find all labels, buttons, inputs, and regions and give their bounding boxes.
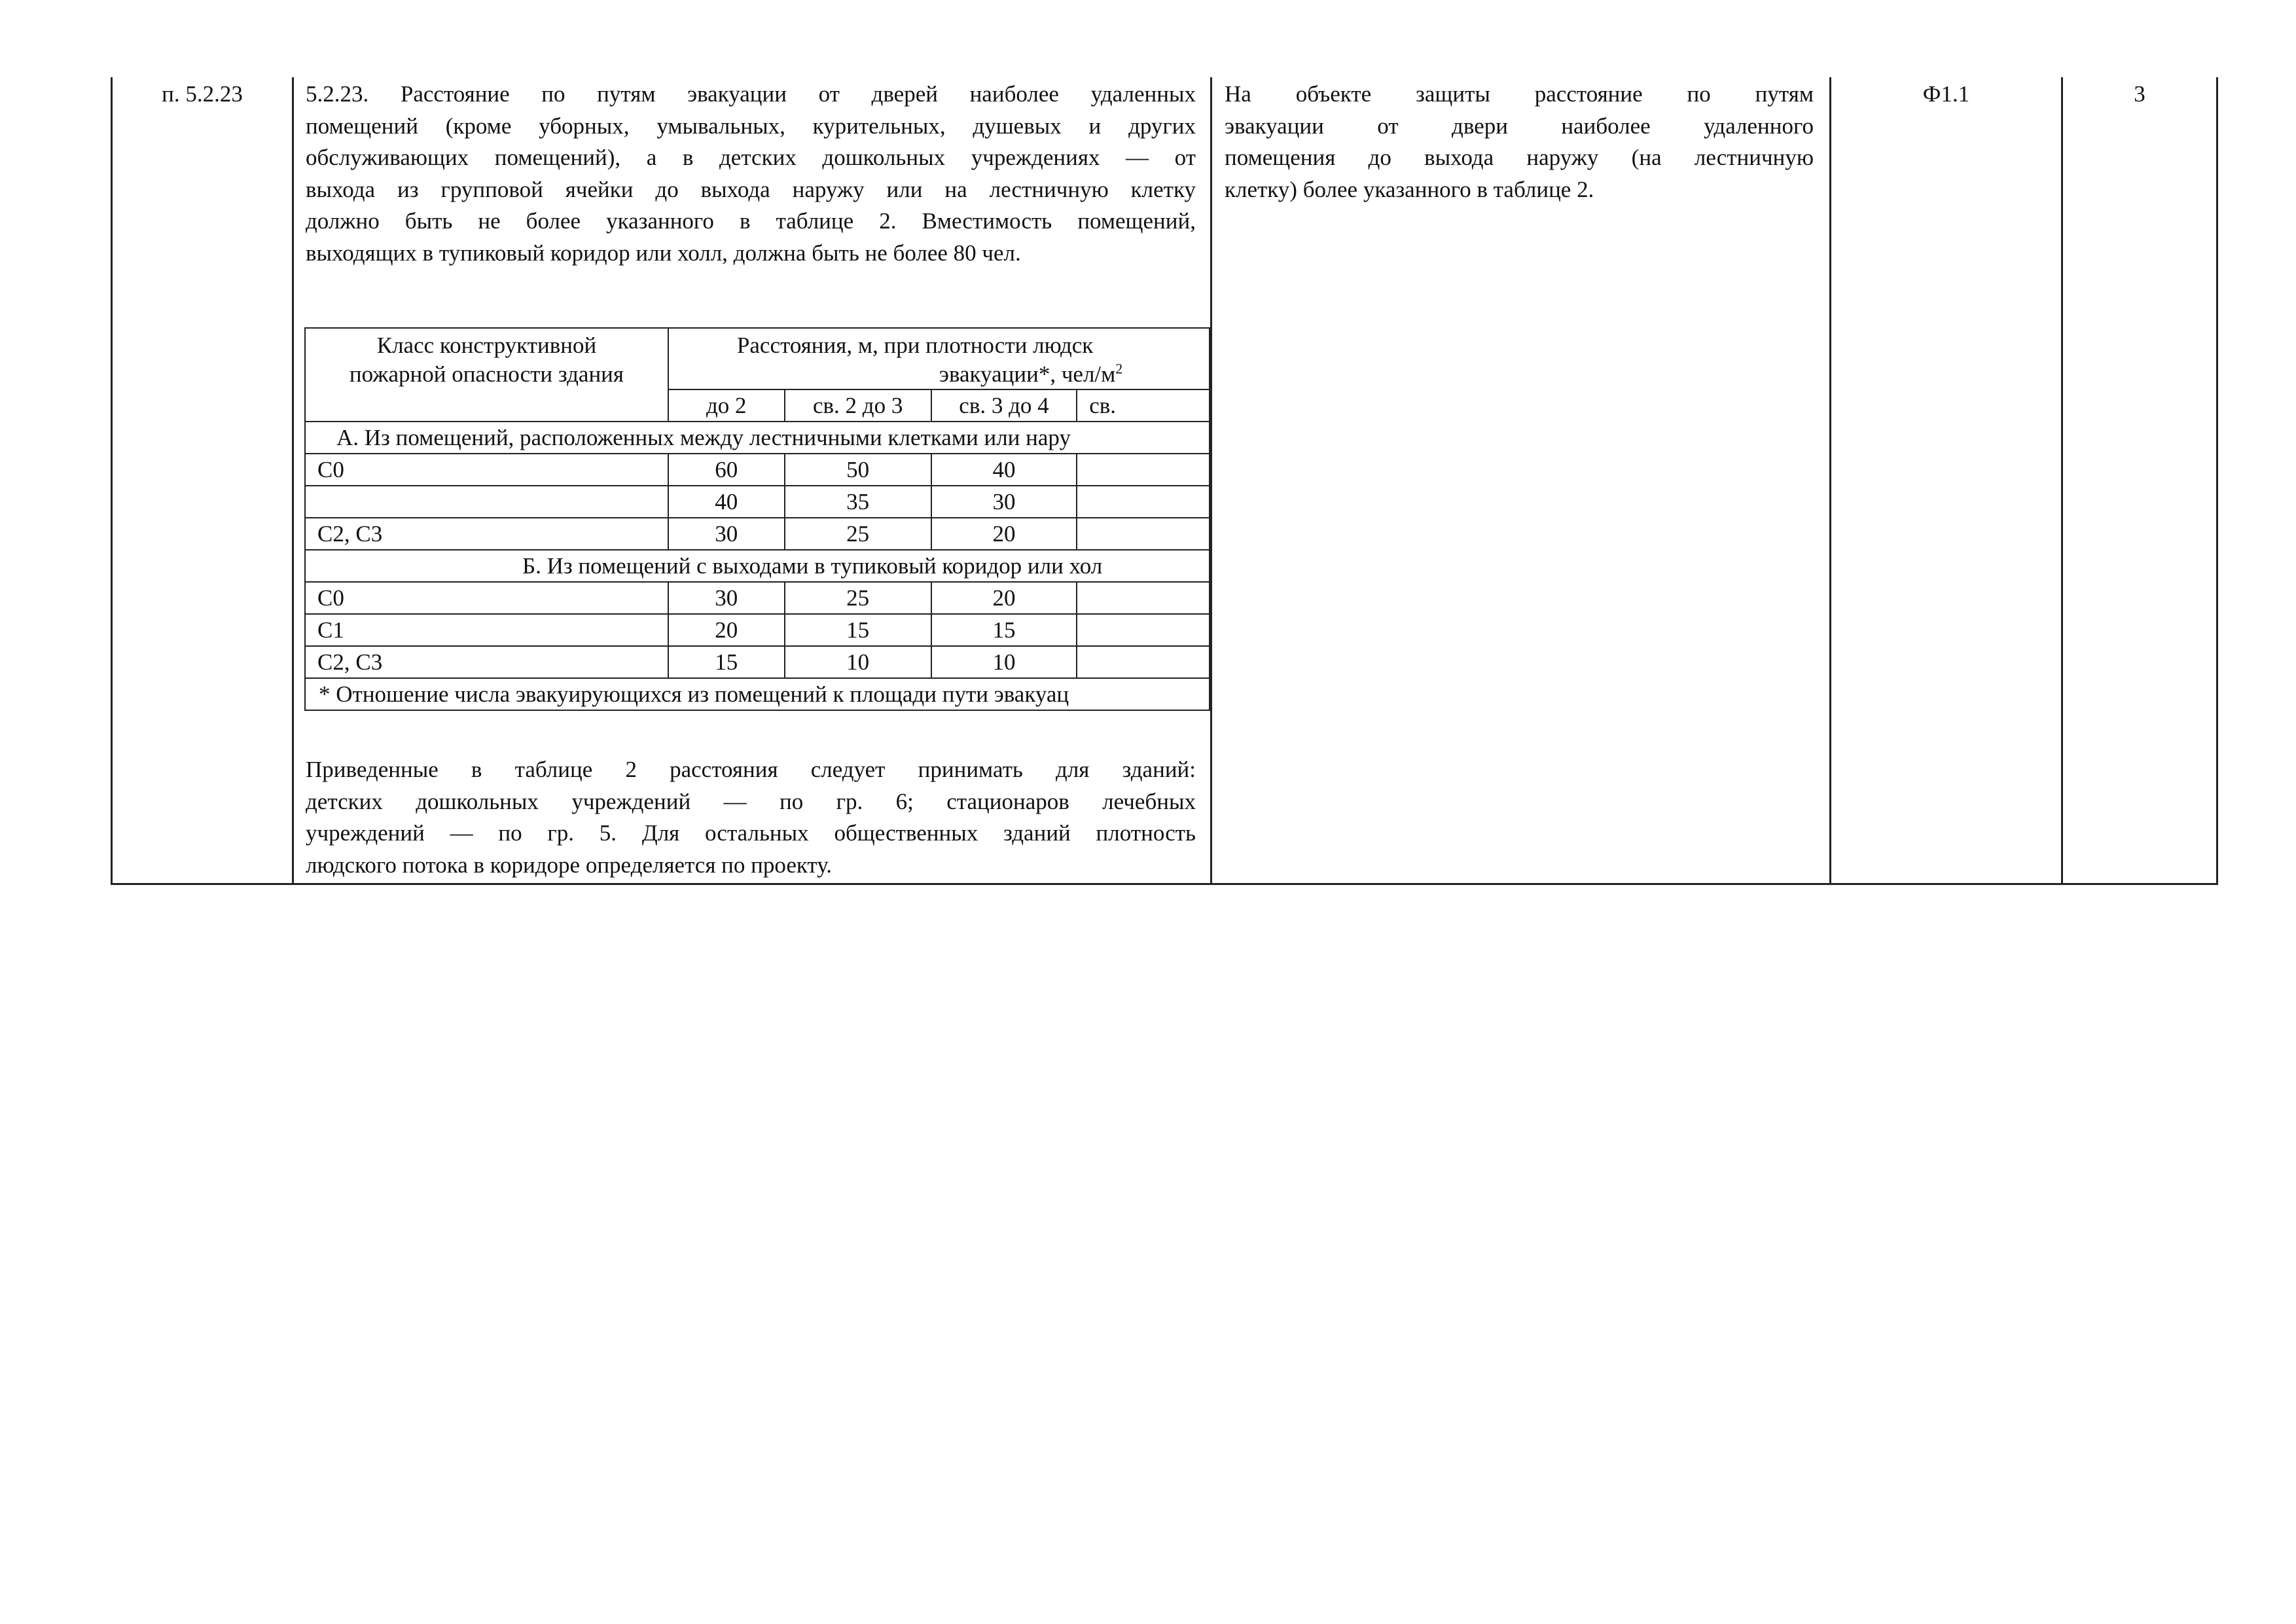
table-row — [305, 646, 1210, 678]
table-row — [305, 486, 1210, 518]
table-row — [305, 582, 1210, 614]
value-cell: 30 — [668, 582, 785, 614]
requirement-line: помещений (кроме уборных, умывальных, курительных, душевых и других — [306, 113, 1196, 139]
note-text — [306, 754, 1196, 881]
table-border-col1 — [292, 77, 294, 885]
value-cell: 40 — [931, 454, 1077, 486]
unit-superscript: 2 — [1115, 360, 1123, 377]
table-border-col4 — [2061, 77, 2063, 885]
header-class-line: пожарной опасности здания — [349, 361, 624, 387]
value-cell — [1077, 582, 1210, 614]
requirement-line: выхода из групповой ячейки до выхода наружу или на лестничную клетку — [306, 176, 1196, 202]
table-2-header-distance — [668, 328, 1210, 389]
value-cell — [1077, 486, 1210, 518]
value-cell — [1077, 454, 1210, 486]
note-line: детских дошкольных учреждений — по гр. 6; стационаров лечебных — [306, 788, 1196, 814]
value-cell: 20 — [931, 518, 1077, 550]
violation-text — [1225, 79, 1814, 206]
value-cell: 20 — [668, 614, 785, 646]
table-border-bottom — [111, 883, 2218, 885]
section-a-title: А. Из помещений, расположенных между лестничными клетками или нару — [305, 422, 1210, 454]
header-distance-line: Расстояния, м, при плотности людск — [736, 333, 1094, 358]
note-line: учреждений — по гр. 5. Для остальных общественных зданий плотность — [306, 820, 1196, 846]
value-cell: 30 — [931, 486, 1077, 518]
requirement-line: должно быть не более указанного в таблице 2. Вместимость помещений, — [306, 208, 1196, 234]
table-border-left — [111, 77, 113, 885]
table-row — [305, 454, 1210, 486]
class-cell: С2, С3 — [305, 518, 668, 550]
value-cell — [1077, 518, 1210, 550]
functional-class: Ф1.1 — [1922, 81, 1970, 107]
requirement-text — [306, 79, 1196, 269]
table-row — [305, 614, 1210, 646]
density-col: до 2 — [668, 389, 785, 422]
note-line: людского потока в коридоре определяется по проекту. — [306, 852, 832, 878]
density-col: св. 3 до 4 — [931, 389, 1077, 422]
value-cell: 60 — [668, 454, 785, 486]
value-cell: 35 — [785, 486, 931, 518]
value-cell: 25 — [785, 582, 931, 614]
table-2 — [304, 327, 1210, 727]
class-cell: С1 — [305, 614, 668, 646]
value-cell: 15 — [785, 614, 931, 646]
requirement-line: выходящих в тупиковый коридор или холл, должна быть не более 80 чел. — [306, 240, 1021, 266]
note-line: Приведенные в таблице 2 расстояния следует принимать для зданий: — [306, 757, 1196, 782]
table-row — [305, 518, 1210, 550]
row-number: 3 — [2134, 81, 2145, 107]
class-cell: С0 — [305, 582, 668, 614]
table-2-footnote: * Отношение числа эвакуирующихся из помещений к площади пути эвакуац — [305, 678, 1210, 710]
table-2-header-class — [305, 328, 668, 422]
class-cell: С2, С3 — [305, 646, 668, 678]
value-cell — [1077, 646, 1210, 678]
density-col: св. — [1077, 389, 1210, 422]
class-cell — [305, 486, 668, 518]
violation-line: На объекте защиты расстояние по путям — [1225, 81, 1814, 107]
violation-line: клетку) более указанного в таблице 2. — [1225, 176, 1594, 202]
table-border-right — [2216, 77, 2218, 885]
value-cell: 15 — [931, 614, 1077, 646]
table-border-col3 — [1829, 77, 1831, 885]
requirement-line: 5.2.23. Расстояние по путям эвакуации от дверей наиболее удаленных — [306, 81, 1196, 107]
value-cell: 25 — [785, 518, 931, 550]
violation-line: помещения до выхода наружу (на лестничную — [1225, 145, 1814, 170]
header-distance-line: эвакуации*, чел/м — [939, 361, 1116, 387]
class-cell: С0 — [305, 454, 668, 486]
value-cell: 50 — [785, 454, 931, 486]
density-col: св. 2 до 3 — [785, 389, 931, 422]
value-cell: 10 — [931, 646, 1077, 678]
header-class-line: Класс конструктивной — [376, 333, 597, 358]
value-cell: 20 — [931, 582, 1077, 614]
clause-reference: п. 5.2.23 — [162, 81, 243, 107]
value-cell — [1077, 614, 1210, 646]
section-b-title: Б. Из помещений с выходами в тупиковый коридор или хол — [305, 550, 1210, 582]
violation-line: эвакуации от двери наиболее удаленного — [1225, 113, 1814, 139]
requirement-line: обслуживающих помещений), а в детских дошкольных учреждениях — от — [306, 145, 1196, 170]
table-border-col2 — [1210, 77, 1212, 885]
value-cell: 15 — [668, 646, 785, 678]
value-cell: 40 — [668, 486, 785, 518]
value-cell: 10 — [785, 646, 931, 678]
value-cell: 30 — [668, 518, 785, 550]
